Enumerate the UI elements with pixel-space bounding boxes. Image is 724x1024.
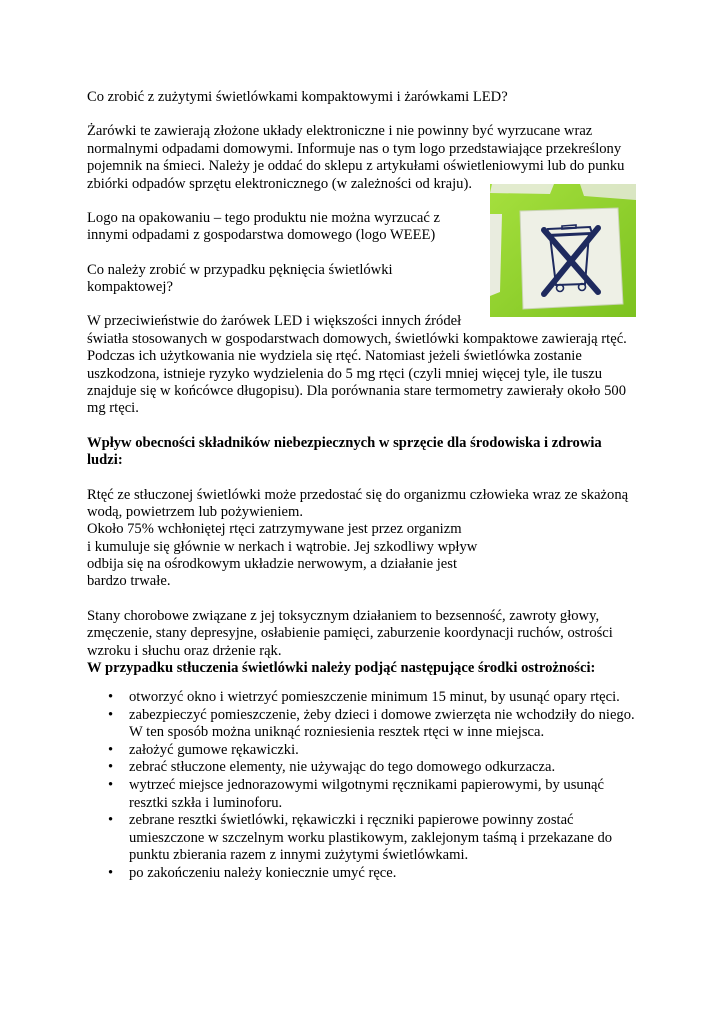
logo-text-line: Logo na opakowaniu – tego produktu nie można wyrzucać z	[87, 210, 440, 226]
bullet-icon: •	[108, 741, 114, 758]
crossed-out-wheelie-bin-icon	[490, 184, 636, 317]
intro-line: zbiórki odpadów sprzętu elektronicznego (w zależności od kraju).	[87, 176, 472, 192]
mercury-line: Około 75% wchłoniętej rtęci zatrzymywane jest przez organizm	[87, 521, 462, 537]
intro-line: normalnymi odpadami domowymi. Informuje nas o tym logo przedstawiające przekreślony	[87, 141, 622, 157]
intro-line: pojemnik na śmieci. Należy je oddać do sklepu z artykułami oświetleniowymi lub do punku	[87, 158, 625, 174]
bullet-icon: •	[108, 864, 114, 881]
question-line: Co należy zrobić w przypadku pęknięcia świetlówki	[87, 262, 393, 278]
contrast-line: uszkodzona, istnieje ryzyko wydzielenia do 5 mg rtęci (czyli mniej więcej tyle, ile tuszu	[87, 366, 603, 382]
mercury-line: bardzo trwałe.	[87, 573, 171, 589]
contrast-line: światła stosowanych w gospodarstwach domowych, świetlówki kompaktowe zawierają rtęć.	[87, 331, 627, 347]
list-item: • zebrane resztki świetlówki, rękawiczki i ręczniki papierowe powinny zostać umieszczone w szczelnym worku plastikowym, zaklejonym taśmą i przekazane do punktu zbierania razem z innymi zużytymi świetlówkami.	[108, 812, 613, 864]
list-item: • wytrzeć miejsce jednorazowymi wilgotnymi ręcznikami papierowymi, by usunąć resztki szkła i luminoforu.	[108, 776, 604, 811]
mercury-line: Rtęć ze stłuczonej świetlówki może przedostać się do organizmu człowieka wraz ze skażoną	[87, 487, 629, 503]
list-item: • zebrać stłuczone elementy, nie używając do tego domowego odkurzacza.	[108, 759, 556, 776]
list-item: • założyć gumowe rękawiczki.	[108, 741, 299, 758]
contrast-line: znajduje się w końcówce długopisu). Dla porównania stare termometry zawierały około 500	[87, 383, 626, 399]
precautions-list	[108, 689, 635, 883]
symptoms-line: wzroku i słuchu oraz drżenie rąk.	[87, 643, 282, 659]
symptoms-line: Stany chorobowe związane z jej toksycznym działaniem to bezsenność, zawroty głowy,	[87, 608, 600, 624]
question-line: kompaktowej?	[87, 279, 173, 295]
contrast-line: W przeciwieństwie do żarówek LED i większości innych źródeł	[87, 313, 462, 329]
list-item: • otworzyć okno i wietrzyć pomieszczenie minimum 15 minut, by usunąć opary rtęci.	[108, 689, 620, 705]
list-item: • po zakończeniu należy koniecznie umyć ręce.	[108, 864, 397, 881]
list-item: • zabezpieczyć pomieszczenie, żeby dzieci i domowe zwierzęta nie wchodziły do niego. W ten sposób można uniknąć rozniesienia resztek rtęci w inne miejsca.	[108, 706, 635, 741]
bullet-icon: •	[108, 689, 114, 705]
contrast-line: mg rtęci.	[87, 400, 139, 416]
bullet-icon: •	[108, 759, 114, 776]
symptoms-line: zmęczenie, stany depresyjne, osłabienie pamięci, zaburzenie koordynacji ruchów, ostrości	[87, 625, 613, 641]
intro-line: Żarówki te zawierają złożone układy elektroniczne i nie powinny być wyrzucane wraz	[87, 123, 593, 139]
mercury-line: i kumuluje się głównie w nerkach i wątrobie. Jej szkodliwy wpływ	[87, 539, 478, 555]
section-heading: ludzi:	[87, 452, 123, 468]
section-heading: Wpływ obecności składników niebezpiecznych w sprzęcie dla środowiska i zdrowia	[87, 435, 602, 451]
logo-text-line: innymi odpadami z gospodarstwa domowego (logo WEEE)	[87, 227, 436, 243]
mercury-line: wodą, powietrzem lub pożywieniem.	[87, 504, 304, 520]
bullet-icon: •	[108, 812, 114, 829]
weee-logo-photo	[490, 184, 636, 317]
document-title: Co zrobić z zużytymi świetlówkami kompaktowymi i żarówkami LED?	[87, 89, 508, 105]
contrast-line: Podczas ich użytkowania nie wydziela się rtęć. Natomiast jeżeli świetlówka zostanie	[87, 348, 582, 364]
mercury-line: odbija się na ośrodkowym układzie nerwowym, a działanie jest	[87, 556, 458, 572]
bullet-icon: •	[108, 706, 114, 723]
precautions-heading: W przypadku stłuczenia świetlówki należy podjąć następujące środki ostrożności:	[87, 660, 596, 676]
bullet-icon: •	[108, 776, 114, 793]
